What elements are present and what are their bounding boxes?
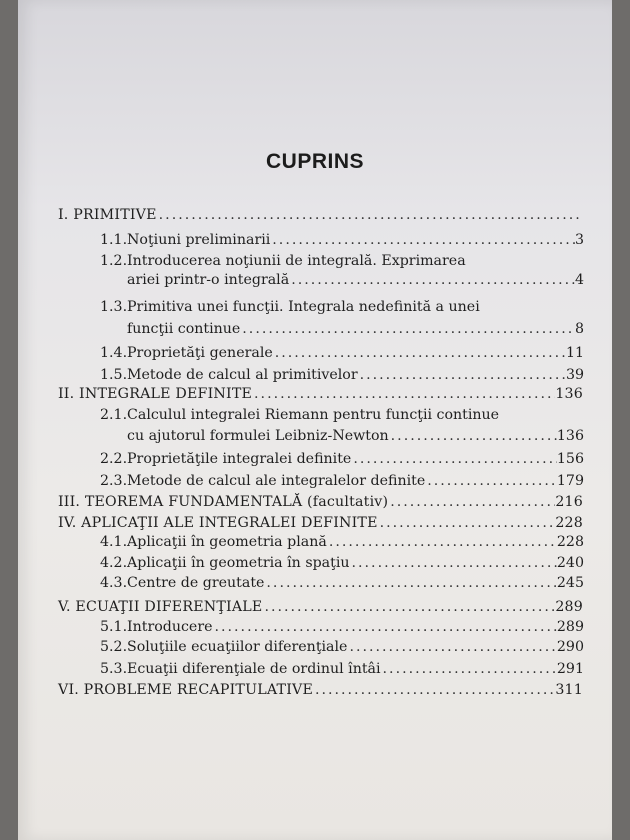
toc-leader (425, 472, 557, 490)
toc-entry-5-1 (100, 618, 584, 636)
toc-page-number: 216 (555, 494, 583, 510)
toc-entry-number: 1.3. (100, 299, 128, 315)
toc-entry-chapter-1 (58, 206, 583, 224)
toc-entry-number: 2.2. (100, 451, 128, 467)
toc-page-number: 311 (555, 682, 583, 698)
toc-leader (240, 320, 575, 338)
toc-entry-1-2 (100, 252, 466, 270)
toc-leader (213, 618, 557, 636)
toc-entry-title: Noţiuni preliminarii (127, 232, 271, 248)
toc-page-number: 39 (565, 367, 584, 383)
toc-page-number: 8 (574, 321, 584, 337)
toc-entry-5-2 (100, 638, 584, 656)
toc-page-number: 290 (556, 639, 584, 655)
toc-entry-title-cont: cu ajutorul formulei Leibniz-Newton (127, 428, 389, 444)
toc-entry-title: IV. APLICAŢII ALE INTEGRALEI DEFINITE (58, 515, 378, 531)
toc-entry-5-3 (100, 660, 584, 678)
toc-entry-title: Proprietăţi generale (127, 345, 273, 361)
toc-entry-title: Introducere (127, 619, 213, 635)
toc-entry-chapter-2 (58, 385, 583, 403)
toc-leader (378, 514, 556, 532)
toc-page-number: 240 (556, 555, 584, 571)
toc-page-number: 136 (556, 428, 584, 444)
toc-page-number: 179 (556, 473, 584, 489)
toc-page-number: 11 (565, 345, 584, 361)
toc-leader (273, 344, 566, 362)
toc-entry-1-3 (100, 298, 480, 316)
toc-leader (351, 450, 557, 468)
toc-entry-chapter-6 (58, 681, 583, 699)
toc-entry-number: 1.4. (100, 345, 128, 361)
toc-entry-chapter-3 (58, 493, 583, 511)
toc-entry-title: Calculul integralei Riemann pentru funcţii continue (127, 407, 500, 423)
toc-entry-number: 5.1. (100, 619, 128, 635)
toc-leader (358, 366, 566, 384)
toc-entry-number: 2.1. (100, 407, 128, 423)
toc-leader (313, 681, 555, 699)
toc-entry-title: Ecuaţii diferenţiale de ordinul întâi (127, 661, 381, 677)
toc-entry-number: 1.1. (100, 232, 128, 248)
toc-page-number: 289 (556, 619, 584, 635)
toc-leader (252, 385, 555, 403)
toc-leader (388, 493, 555, 511)
toc-entry-title: Primitiva unei funcţii. Integrala nedefinită a unei (127, 299, 480, 315)
toc-entry-title: Aplicaţii în geometria în spaţiu (127, 555, 350, 571)
toc-page-number: 228 (555, 515, 583, 531)
toc-leader (381, 660, 557, 678)
toc-page-number: 291 (556, 661, 584, 677)
toc-entry-title: II. INTEGRALE DEFINITE (58, 386, 253, 402)
toc-entry-4-3 (100, 574, 584, 592)
toc-page-number: 156 (556, 451, 584, 467)
toc-entry-4-2 (100, 554, 584, 572)
toc-entry-chapter-5 (58, 598, 583, 616)
toc-leader (327, 533, 557, 551)
toc-entry-title-cont: funcţii continue (127, 321, 241, 337)
toc-entry-title: Centre de greutate (127, 575, 265, 591)
toc-page-number: 245 (556, 575, 584, 591)
toc-leader (289, 271, 575, 289)
toc-entry-number: 1.2. (100, 253, 128, 269)
toc-entry-title: I. PRIMITIVE (58, 207, 157, 223)
toc-leader (350, 554, 557, 572)
toc-entry-title: V. ECUAŢII DIFERENŢIALE (58, 599, 263, 615)
toc-entry-number: 5.3. (100, 661, 128, 677)
toc-page-number: 136 (555, 386, 583, 402)
toc-entry-number: 4.2. (100, 555, 128, 571)
toc-entry-title: Introducerea noţiunii de integrală. Exprimarea (127, 253, 466, 269)
toc-entry-1-4 (100, 344, 584, 362)
toc-entry-title: Soluţiile ecuaţiilor diferenţiale (127, 639, 348, 655)
toc-page-number: 3 (574, 232, 584, 248)
toc-entry-number: 4.3. (100, 575, 128, 591)
toc-entry-2-3 (100, 472, 584, 490)
toc-entry-title-cont: ariei printr-o integrală (127, 272, 290, 288)
toc-page-number: 228 (556, 534, 584, 550)
toc-leader (264, 574, 556, 592)
toc-entry-1-1 (100, 231, 584, 249)
toc-entry-1-5 (100, 366, 584, 384)
toc-entry-4-1 (100, 533, 584, 551)
toc-page-number: 289 (555, 599, 583, 615)
toc-entry-title: Aplicaţii în geometria plană (127, 534, 327, 550)
toc-entry-title: Proprietăţile integralei definite (127, 451, 352, 467)
toc-entry-2-1-cont (127, 427, 584, 445)
toc-entry-title: Metode de calcul al primitivelor (127, 367, 358, 383)
toc-leader (347, 638, 556, 656)
toc-entry-number: 2.3. (100, 473, 128, 489)
toc-entry-2-2 (100, 450, 584, 468)
toc-entry-chapter-4 (58, 514, 583, 532)
toc-entry-title: Metode de calcul ale integralelor definite (127, 473, 426, 489)
toc-entry-2-1 (100, 406, 499, 424)
toc-entry-number: 5.2. (100, 639, 128, 655)
toc-leader (389, 427, 557, 445)
page-title: CUPRINS (265, 150, 364, 173)
toc-entry-title: VI. PROBLEME RECAPITULATIVE (58, 682, 313, 698)
toc-leader (270, 231, 575, 249)
toc-leader (263, 598, 556, 616)
toc-page-number: 4 (574, 272, 584, 288)
toc-entry-1-2-cont (127, 271, 584, 289)
toc-entry-title: III. TEOREMA FUNDAMENTALĂ (facultativ) (58, 494, 389, 510)
toc-entry-number: 1.5. (100, 367, 128, 383)
toc-entry-1-3-cont (127, 320, 584, 338)
toc-entry-number: 4.1. (100, 534, 128, 550)
toc-leader (157, 206, 583, 224)
